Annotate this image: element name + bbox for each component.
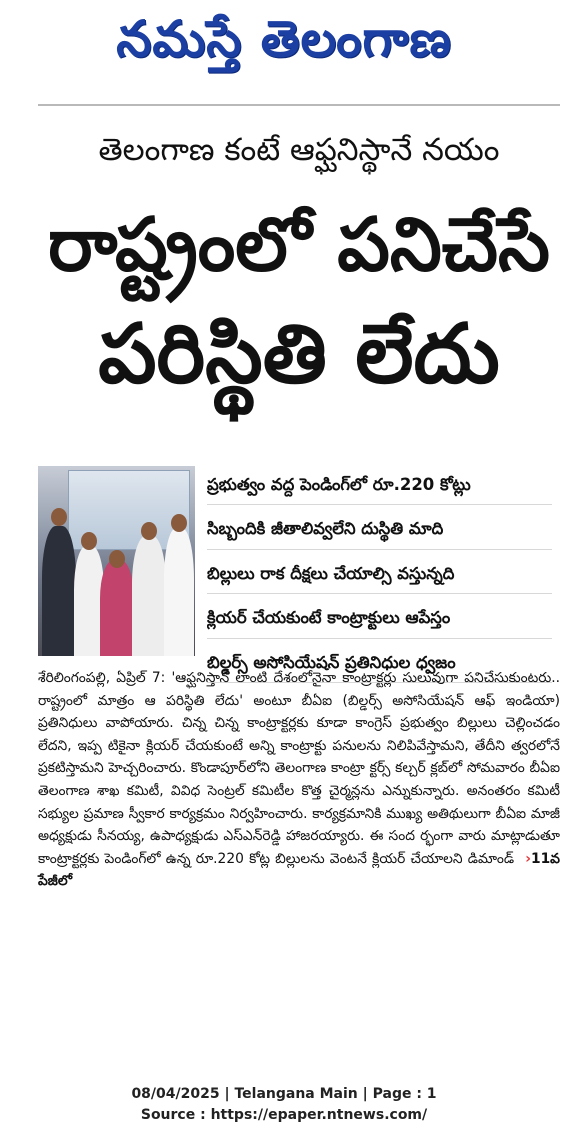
photo-head — [81, 532, 97, 550]
footer-source-link[interactable]: Source : https://epaper.ntnews.com/ — [140, 1107, 428, 1123]
photo-head — [171, 514, 187, 532]
footer-edition-info: 08/04/2025 | Telangana Main | Page : 1 — [131, 1086, 437, 1102]
photo-person — [42, 526, 76, 656]
article-body-text: శేరిలింగంపల్లి, ఏప్రిల్ 7: 'ఆఫ్ఘనిస్తాన్ లాంటి దేశంలోనైనా కాంట్రాక్టర్లు సులువుగా పనిచేసుకుంటరు.. రాష్ట్రంలో మాత్రం ఆ పరిస్థితి లేదు' అంటూ బీఏఐ (బిల్డర్స్ అసోసియేషన్ ఆఫ్ ఇండియా) ప్రతినిధులు వాపోయారు. చిన్న చిన్న కాంట్రాక్టర్లకు కూడా కాంగ్రెస్ ప్రభుత్వం బిల్లులు చెల్లించడం లేదని, ఇప్ప టికైనా క్లియర్ చేయకుంటే అన్ని కాంట్రాక్టు పనులను నిలిపివేస్తామని, తేదీని త్వరలోనే ప్రకటిస్తామని హెచ్చరించారు. కొండాపూర్‌లోని తెలంగాణ కాంట్రా క్టర్స్ కల్చర్ క్లబ్‌లో సోమవారం బీఏఐ తెలంగాణ శాఖ కమిటీ, వివిధ సెంట్రల్ కమిటీల కొత్త చైర్మన్లను ఎన్నుకున్నారు. అనంతరం కమిటీ సభ్యుల ప్రమాణ స్వీకార కార్యక్రమం నిర్వహించారు. కార్యక్రమానికి ముఖ్య అతిథులుగా బీఏఐ మాజీ అధ్యక్షుడు సీనయ్య, ఉపాధ్యక్షుడు ఎస్ఎన్‌రెడ్డి హాజరయ్యారు. ఈ సంద ర్భంగా వారు మాట్లాడుతూ కాంట్రాక్టర్లకు పెండింగ్‌లో ఉన్న రూ.220 కోట్ల బిల్లులను వెంటనే క్లియర్ చేయాలని డిమాండ్ — [38, 670, 560, 867]
photo-head — [51, 508, 67, 526]
newspaper-logo: నమస్తే తెలంగాణ — [116, 9, 452, 68]
photo-person — [132, 536, 166, 656]
continuation-arrow-icon: › — [525, 850, 531, 867]
highlight-item: సిబ్బందికి జీతాలివ్వలేని దుస్థితి మాది — [207, 513, 552, 550]
highlight-item: బిల్డర్స్ అసోసియేషన్ ప్రతినిధుల ధ్వజం — [207, 646, 552, 683]
highlight-item: ప్రభుత్వం వద్ద పెండింగ్‌లో రూ.220 కోట్లు — [207, 468, 552, 505]
photo-head — [141, 522, 157, 540]
headline-line-2: పరిస్థితి లేదు — [98, 307, 500, 402]
masthead — [0, 6, 568, 84]
masthead-divider — [38, 104, 560, 106]
continuation-link[interactable]: 11వ పేజీలో — [38, 850, 560, 890]
article-body — [38, 667, 560, 893]
photo-head — [109, 550, 125, 568]
event-photo — [38, 466, 195, 656]
photo-person — [100, 560, 134, 656]
headline-line-1: రాష్ట్రంలో పనిచేసే — [48, 202, 550, 288]
highlight-item: బిల్లులు రాక దీక్షలు చేయాల్సి వస్తున్నది — [207, 557, 552, 594]
article-kicker: తెలంగాణ కంటే ఆఫ్ఘనిస్థానే నయం — [98, 132, 500, 168]
highlight-item: క్లియర్ చేయకుంటే కాంట్రాక్టులు ఆపేస్తం — [207, 602, 552, 639]
photo-person — [164, 528, 194, 656]
highlights-list — [207, 468, 552, 691]
